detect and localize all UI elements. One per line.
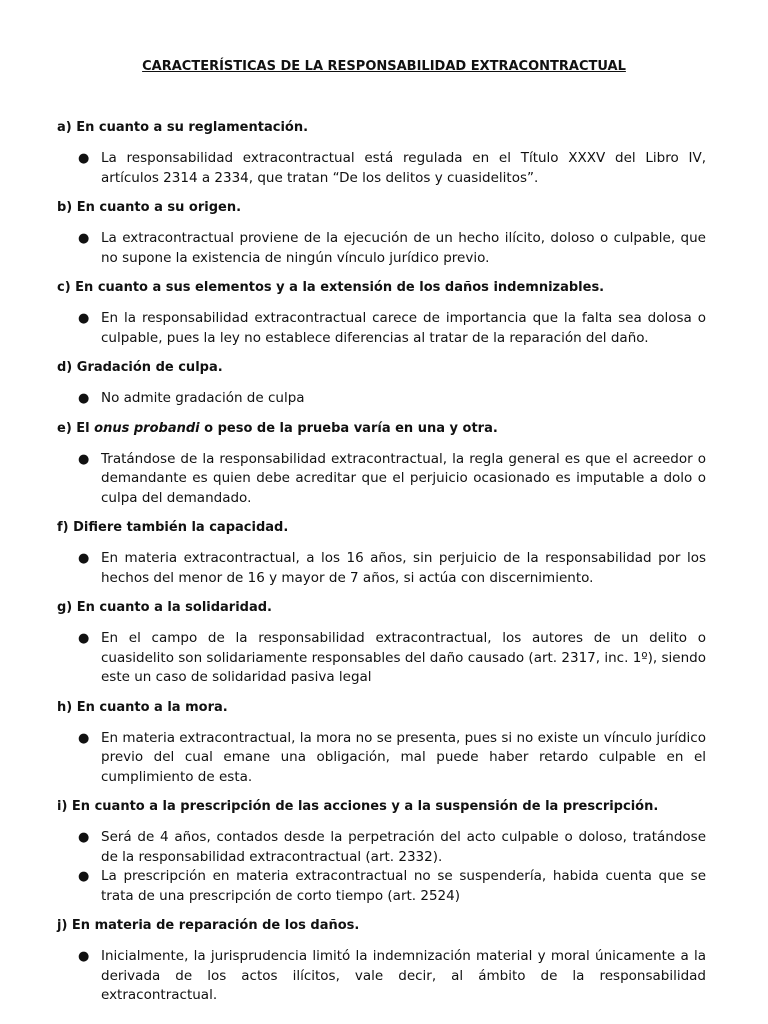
bullet-list-b: [57, 229, 706, 268]
bullet-list-i: [57, 828, 706, 906]
bullet-list-h: [57, 729, 706, 788]
list-item: ● En materia extracontractual, la mora no se presenta, pues si no existe un vínculo jurídico previo del cual emane una obligación, mal puede haber retardo culpable en el cumplimiento de esta.: [78, 729, 706, 785]
list-item: ● Será de 4 años, contados desde la perpetración del acto culpable o doloso, tratándose de la responsabilidad extracontractual (art. 2332).: [78, 829, 706, 865]
bullet-icon: ●: [78, 830, 90, 845]
list-item: ● No admite gradación de culpa: [57, 389, 706, 409]
bullet-icon: ●: [78, 869, 90, 884]
list-item: ● En la responsabilidad extracontractual carece de importancia que la falta sea dolosa o culpable, pues la ley no establece diferencias al tratar de la reparación del daño.: [78, 310, 706, 346]
bullet-icon: ●: [78, 391, 90, 406]
bullet-list-f: [57, 549, 706, 588]
bullet-list-d: [57, 389, 706, 409]
bullet-list-a: [57, 149, 706, 188]
list-item: ● En el campo de la responsabilidad extracontractual, los autores de un delito o cuasidelito son solidariamente responsables del daño causado (art. 2317, inc. 1º), siendo este un caso de solidaridad pasiva legal: [78, 630, 706, 685]
section-heading-c: c) En cuanto a sus elementos y a la extensión de los daños indemnizables.: [57, 280, 605, 295]
bullet-list-e: [57, 450, 706, 509]
bullet-icon: ●: [78, 949, 90, 964]
section-heading-b: b) En cuanto a su origen.: [57, 200, 242, 215]
section-heading-d: d) Gradación de culpa.: [57, 360, 223, 375]
section-heading-h: h) En cuanto a la mora.: [57, 699, 228, 715]
section-heading-i: i) En cuanto a la prescripción de las acciones y a la suspensión de la prescripción.: [57, 799, 659, 814]
section-heading-e: e) El onus probandi o peso de la prueba varía en una y otra.: [57, 420, 498, 436]
bullet-icon: ●: [78, 730, 90, 746]
latin-term: onus probandi: [94, 420, 200, 436]
bullet-list-c: [57, 309, 706, 348]
section-heading-g: g) En cuanto a la solidaridad.: [57, 600, 272, 615]
list-item: ● La prescripción en materia extracontractual no se suspendería, habida cuenta que se trata de una prescripción de corto tiempo (art. 2524): [78, 868, 706, 904]
bullet-icon: ●: [78, 311, 90, 326]
bullet-list-g: [57, 629, 706, 688]
bullet-icon: ●: [78, 451, 90, 467]
bullet-icon: ●: [78, 631, 90, 646]
document-title: CARACTERÍSTICAS DE LA RESPONSABILIDAD EXTRACONTRACTUAL: [142, 59, 626, 74]
section-heading-a: a) En cuanto a su reglamentación.: [57, 120, 309, 135]
bullet-icon: ●: [78, 551, 90, 566]
bullet-list-j: [57, 947, 706, 1006]
section-heading-f: f) Difiere también la capacidad.: [57, 520, 289, 535]
list-item: ● La extracontractual proviene de la ejecución de un hecho ilícito, doloso o culpable, que no supone la existencia de ningún vínculo jurídico previo.: [78, 230, 706, 266]
list-item: ● La responsabilidad extracontractual está regulada en el Título XXXV del Libro IV, artículos 2314 a 2334, que tratan “De los delitos y cuasidelitos”.: [78, 150, 706, 186]
list-item: ● Tratándose de la responsabilidad extracontractual, la regla general es que el acreedor o demandante es quien debe acreditar que el perjuicio ocasionado es imputable a dolo o culpa del demandado.: [78, 450, 706, 506]
list-item: ● En materia extracontractual, a los 16 años, sin perjuicio de la responsabilidad por los hechos del menor de 16 y mayor de 7 años, si actúa con discernimiento.: [78, 550, 706, 586]
section-heading-j: j) En materia de reparación de los daños.: [57, 918, 360, 933]
list-item: ● Inicialmente, la jurisprudencia limitó la indemnización material y moral únicamente a la derivada de los actos ilícitos, vale decir, al ámbito de la responsabilidad extracontractual.: [78, 948, 706, 1003]
bullet-icon: ●: [78, 151, 90, 166]
bullet-icon: ●: [78, 231, 90, 246]
